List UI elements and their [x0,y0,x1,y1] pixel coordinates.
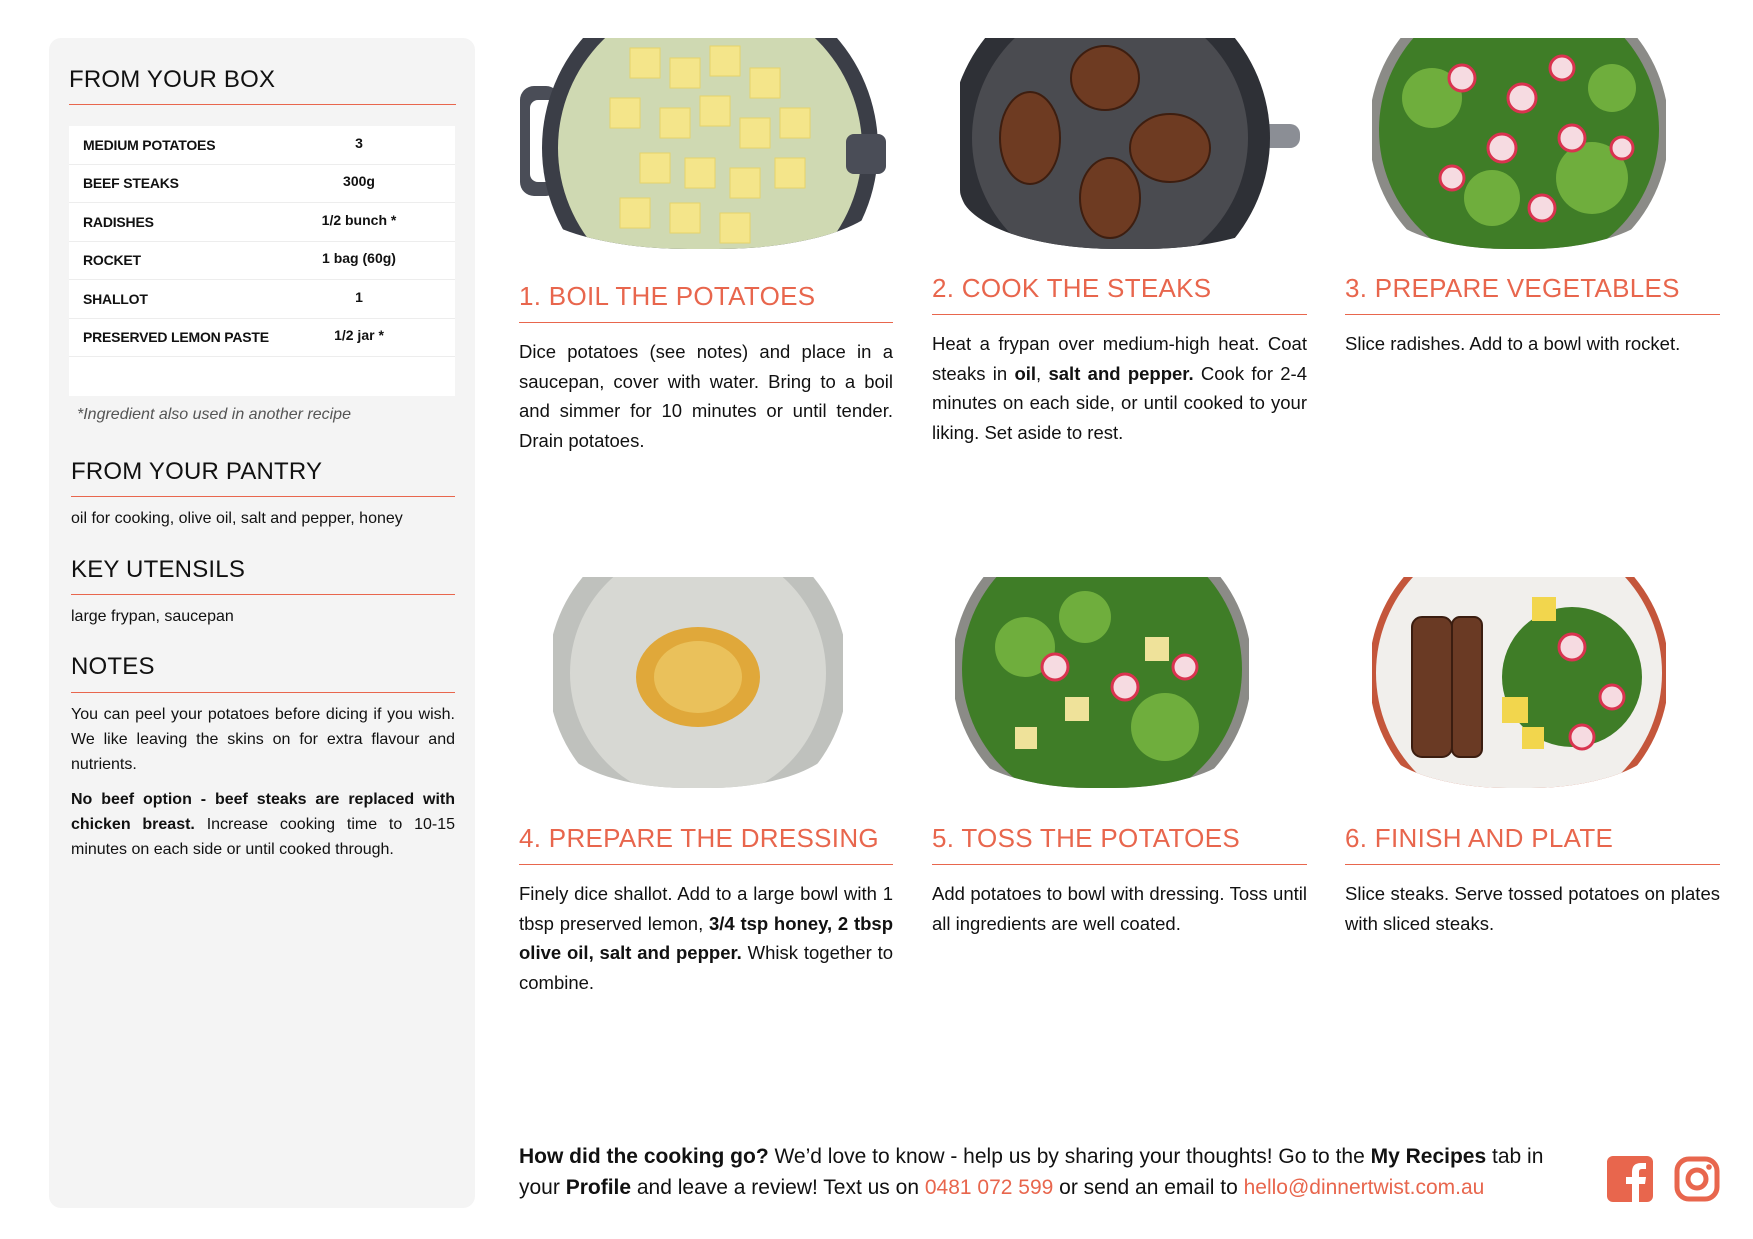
tossed-salad-bowl-photo [955,577,1249,788]
instagram-icon[interactable] [1674,1156,1720,1202]
notes-title: NOTES [71,653,155,680]
step-text-bold: 3/4 tsp honey, 2 tbsp olive oil, salt and pepper. [519,912,893,963]
step-text-run: , [1036,362,1049,384]
ingredient-name: PRESERVED LEMON PASTE [83,329,269,345]
ingredients-table [69,126,455,396]
divider [1345,864,1720,865]
step-text-run: Add potatoes to bowl with dressing. Toss until all ingredients are well coated. [932,883,1307,934]
step-text-run: Cook for 2-4 minutes on each side, or until cooked to your liking. Set aside to rest. [932,362,1307,443]
feedback-text-3: and leave a review! Text us on [631,1176,925,1199]
step-6-text [1345,879,1720,938]
feedback-text-1: We’d love to know - help us by sharing your thoughts! Go to the [768,1145,1371,1168]
dressing-bowl-photo [553,577,843,788]
divider [71,496,455,497]
notes-bold-text: No beef option - beef steaks are replaced with chicken breast. [71,791,455,833]
divider [71,594,455,595]
ingredient-quantity: 3 [355,135,363,151]
plated-steak-salad-photo [1372,577,1666,788]
profile-label: Profile [565,1176,632,1199]
step-text-run: Heat a frypan over medium-high heat. Coat steaks in [932,333,1307,384]
divider [519,322,893,323]
step-4-text [519,879,893,997]
phone-link[interactable]: 0481 072 599 [924,1176,1054,1199]
email-link[interactable]: hello@dinnertwist.com.au [1243,1176,1485,1199]
step-5-title: 5. TOSS THE POTATOES [932,823,1240,853]
divider [932,864,1307,865]
boiling-potatoes-photo [520,38,886,249]
ingredient-quantity: 1 bag (60g) [322,250,396,267]
feedback-question: How did the cooking go? [519,1145,769,1168]
divider [932,314,1307,315]
divider [71,692,455,693]
divider [69,104,456,105]
step-text-bold: salt and pepper. [1048,362,1194,384]
step-2-title: 2. COOK THE STEAKS [932,273,1212,303]
ingredient-row [69,280,455,319]
ingredient-row [69,241,455,280]
notes-rest-text: Increase cooking time to 10-15 minutes on each side or until cooked through. [71,816,456,858]
ingredient-name: ROCKET [83,252,141,269]
step-5-text [932,879,1307,938]
ingredient-row [69,126,455,165]
from-your-box-title: FROM YOUR BOX [69,66,276,93]
ingredient-quantity: 1 [355,288,363,305]
facebook-icon[interactable] [1607,1156,1653,1202]
step-text-bold: oil [1014,362,1037,384]
ingredient-quantity: 1/2 bunch * [321,211,397,228]
step-1-title: 1. BOIL THE POTATOES [519,281,816,311]
ingredient-quantity: 1/2 jar * [334,327,384,343]
divider [519,864,893,865]
notes-paragraph-2 [71,787,455,862]
notes-paragraph-1: You can peel your potatoes before dicing if you wish. We like leaving the skins on for extra flavour and nutrients. [71,706,455,773]
ingredient-row [69,203,455,242]
step-text-run: Whisk together to combine. [519,942,894,993]
step-4-title: 4. PREPARE THE DRESSING [519,823,879,853]
step-2-text [932,329,1307,447]
step-text-run: Finely dice shallot. Add to a large bowl with 1 tbsp preserved lemon, [519,883,893,934]
step-6-title: 6. FINISH AND PLATE [1345,823,1614,853]
from-your-pantry-title: FROM YOUR PANTRY [71,458,323,485]
step-3-title: 3. PREPARE VEGETABLES [1345,273,1680,303]
step-text-run: Slice radishes. Add to a bowl with rocket. [1345,333,1681,354]
step-text-run: Slice steaks. Serve tossed potatoes on plates with sliced steaks. [1345,883,1720,934]
ingredient-name: RADISHES [83,213,154,230]
feedback-text-4: or send an email to [1053,1176,1244,1199]
ingredient-name: MEDIUM POTATOES [83,137,216,153]
divider [1345,314,1720,315]
ingredient-name: SHALLOT [83,290,148,307]
my-recipes-label: My Recipes [1370,1145,1487,1168]
ingredient-name: BEEF STEAKS [83,175,179,192]
radish-rocket-bowl-photo [1372,38,1666,249]
step-1-text [519,337,893,455]
feedback-message [519,1141,1579,1203]
utensils-text: large frypan, saucepan [71,608,234,625]
steaks-in-frypan-photo [960,38,1300,249]
ingredient-row [69,164,455,203]
ingredient-quantity: 300g [343,173,375,190]
pantry-text: oil for cooking, olive oil, salt and pepper, honey [71,510,403,527]
feedback-text-2: tab in your [519,1145,1544,1199]
ingredient-footnote: *Ingredient also used in another recipe [77,406,351,423]
ingredient-row [69,318,455,357]
step-3-text [1345,329,1720,359]
key-utensils-title: KEY UTENSILS [71,556,246,583]
step-text-run: Dice potatoes (see notes) and place in a saucepan, cover with water. Bring to a boil and simmer for 10 minutes or until tender. Drain potatoes. [519,341,893,451]
